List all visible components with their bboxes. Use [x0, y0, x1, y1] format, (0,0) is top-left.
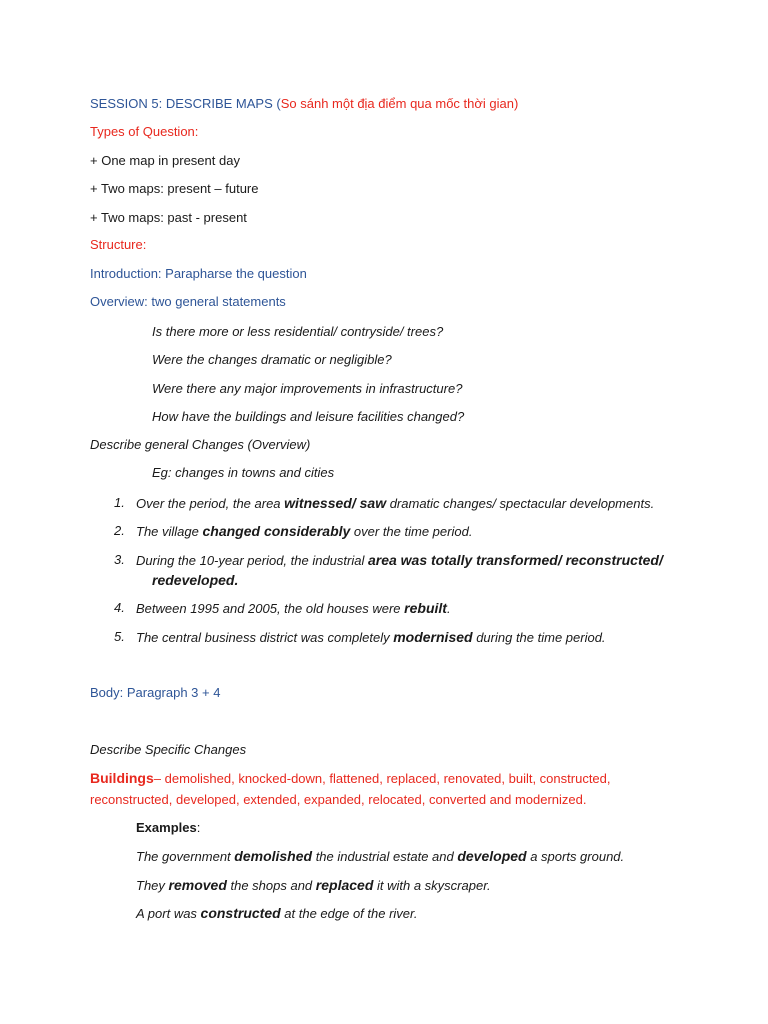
buildings-line [90, 770, 611, 787]
type-item: + Two maps: past - present [90, 210, 247, 225]
body-heading: Body: Paragraph 3 + 4 [90, 685, 221, 700]
eg-heading: Eg: changes in towns and cities [152, 465, 335, 480]
overview-question: Is there more or less residential/ contryside/ trees? [152, 324, 444, 339]
list-item: Between 1995 and 2005, the old houses were rebuilt. [136, 600, 451, 616]
list-item: The village changed considerably over the time period. [136, 523, 473, 539]
type-item: + Two maps: present – future [90, 181, 259, 196]
buildings-verbs-continued: reconstructed, developed, extended, expanded, relocated, converted and modernized. [90, 792, 587, 807]
title-main: SESSION 5: DESCRIBE MAPS ( [90, 96, 281, 111]
example-sentence: The government demolished the industrial estate and developed a sports ground. [136, 848, 625, 864]
list-number: 5. [114, 629, 125, 644]
list-number: 2. [114, 523, 125, 538]
list-number: 4. [114, 600, 125, 615]
overview-heading: Overview: two general statements [90, 294, 286, 309]
list-number: 1. [114, 495, 125, 510]
session-title [90, 96, 518, 112]
list-item: During the 10-year period, the industrial area was totally transformed/ reconstructed/ [136, 552, 663, 568]
overview-question: How have the buildings and leisure facilities changed? [152, 409, 465, 424]
buildings-label: Buildings [90, 770, 154, 786]
types-heading: Types of Question: [90, 124, 199, 139]
example-sentence: A port was constructed at the edge of the river. [136, 905, 418, 921]
list-item-continuation: redeveloped. [152, 572, 239, 588]
examples-heading: Examples: [136, 820, 201, 835]
list-item: The central business district was completely modernised during the time period. [136, 629, 606, 645]
buildings-verbs: – demolished, knocked-down, flattened, replaced, renovated, built, constructed, [153, 771, 611, 786]
list-item: Over the period, the area witnessed/ saw dramatic changes/ spectacular developments. [136, 495, 655, 511]
list-number: 3. [114, 552, 125, 567]
overview-question: Were there any major improvements in infrastructure? [152, 381, 463, 396]
type-item: + One map in present day [90, 153, 240, 168]
introduction-heading: Introduction: Parapharse the question [90, 266, 307, 281]
structure-heading: Structure: [90, 237, 147, 252]
example-sentence: They removed the shops and replaced it with a skyscraper. [136, 877, 491, 893]
title-vietnamese: So sánh một địa điểm qua mốc thời gian) [280, 96, 519, 111]
specific-changes-heading: Describe Specific Changes [90, 742, 247, 757]
overview-question: Were the changes dramatic or negligible? [152, 352, 392, 367]
general-changes-heading: Describe general Changes (Overview) [90, 437, 311, 452]
